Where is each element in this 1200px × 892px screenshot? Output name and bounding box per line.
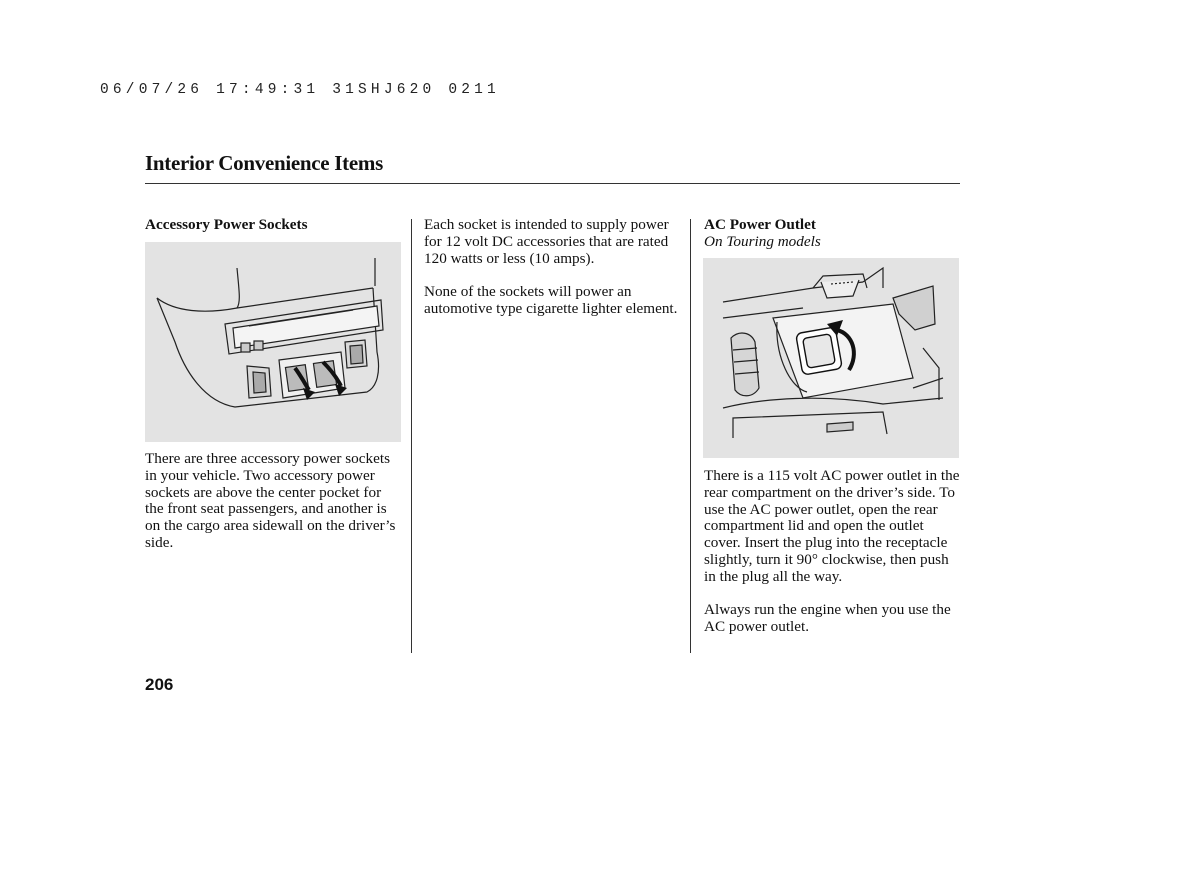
ac-outlet-instructions-paragraph: There is a 115 volt AC power outlet in the rear compartment on the driver’s side. To use the AC power outlet, open the rear compartment lid and open the outlet cover. Insert the plug into the receptacle slightly, turn it 90° clockwise, then push in the plug all the way. <box>704 467 960 585</box>
page-number: 206 <box>145 675 174 694</box>
rear-compartment-drawing <box>703 258 959 458</box>
console-sockets-drawing <box>145 242 401 442</box>
right-column-body <box>704 468 962 636</box>
title-rule <box>145 183 960 184</box>
left-column-body <box>145 451 400 552</box>
column-divider-2 <box>690 219 691 653</box>
ac-outlet-heading: AC Power Outlet <box>704 216 816 233</box>
cigarette-lighter-paragraph: None of the sockets will power an automotive type cigarette lighter element. <box>424 283 678 317</box>
page-title: Interior Convenience Items <box>145 151 383 175</box>
column-divider-1 <box>411 219 412 653</box>
ac-outlet-illustration <box>703 258 959 458</box>
accessory-sockets-paragraph: There are three accessory power sockets in your vehicle. Two accessory power sockets are above the center pocket for the front seat passengers, and another is on the cargo area sidewall on the driver’s side. <box>145 450 396 551</box>
left-column-heading-block <box>145 217 395 234</box>
engine-warning-paragraph: Always run the engine when you use the AC power outlet. <box>704 601 951 636</box>
right-column-heading-block <box>704 217 959 251</box>
socket-rating-paragraph: Each socket is intended to supply power for 12 volt DC accessories that are rated 120 watts or less (10 amps). <box>424 216 669 267</box>
accessory-sockets-heading: Accessory Power Sockets <box>145 216 308 233</box>
middle-column-body <box>424 217 679 318</box>
ac-outlet-subheading: On Touring models <box>704 232 821 250</box>
accessory-sockets-illustration <box>145 242 401 442</box>
print-stamp: 06/07/26 17:49:31 31SHJ620 0211 <box>100 82 500 98</box>
